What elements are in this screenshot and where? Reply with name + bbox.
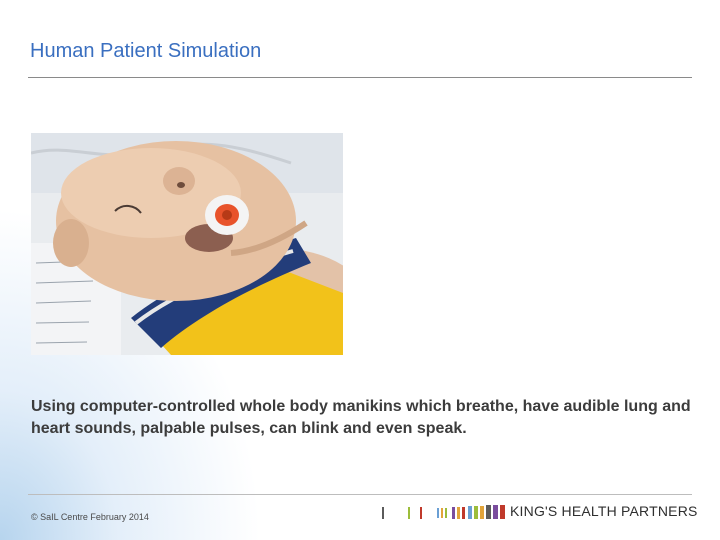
slide-caption: Using computer-controlled whole body manikins which breathe, have audible lung and heart sounds, palpable pulses, can blink and even speak. [31,398,691,437]
title-divider [28,77,692,78]
slide-title: Human Patient Simulation [30,40,262,62]
footer-divider [28,494,692,495]
logo-wordmark: KING'S HEALTH PARTNERS [510,503,698,519]
logo-bars-icon [380,504,505,520]
manikin-photo [31,133,343,355]
copyright-footer: © SaIL Centre February 2014 [31,512,149,522]
kings-health-partners-logo [380,500,698,524]
